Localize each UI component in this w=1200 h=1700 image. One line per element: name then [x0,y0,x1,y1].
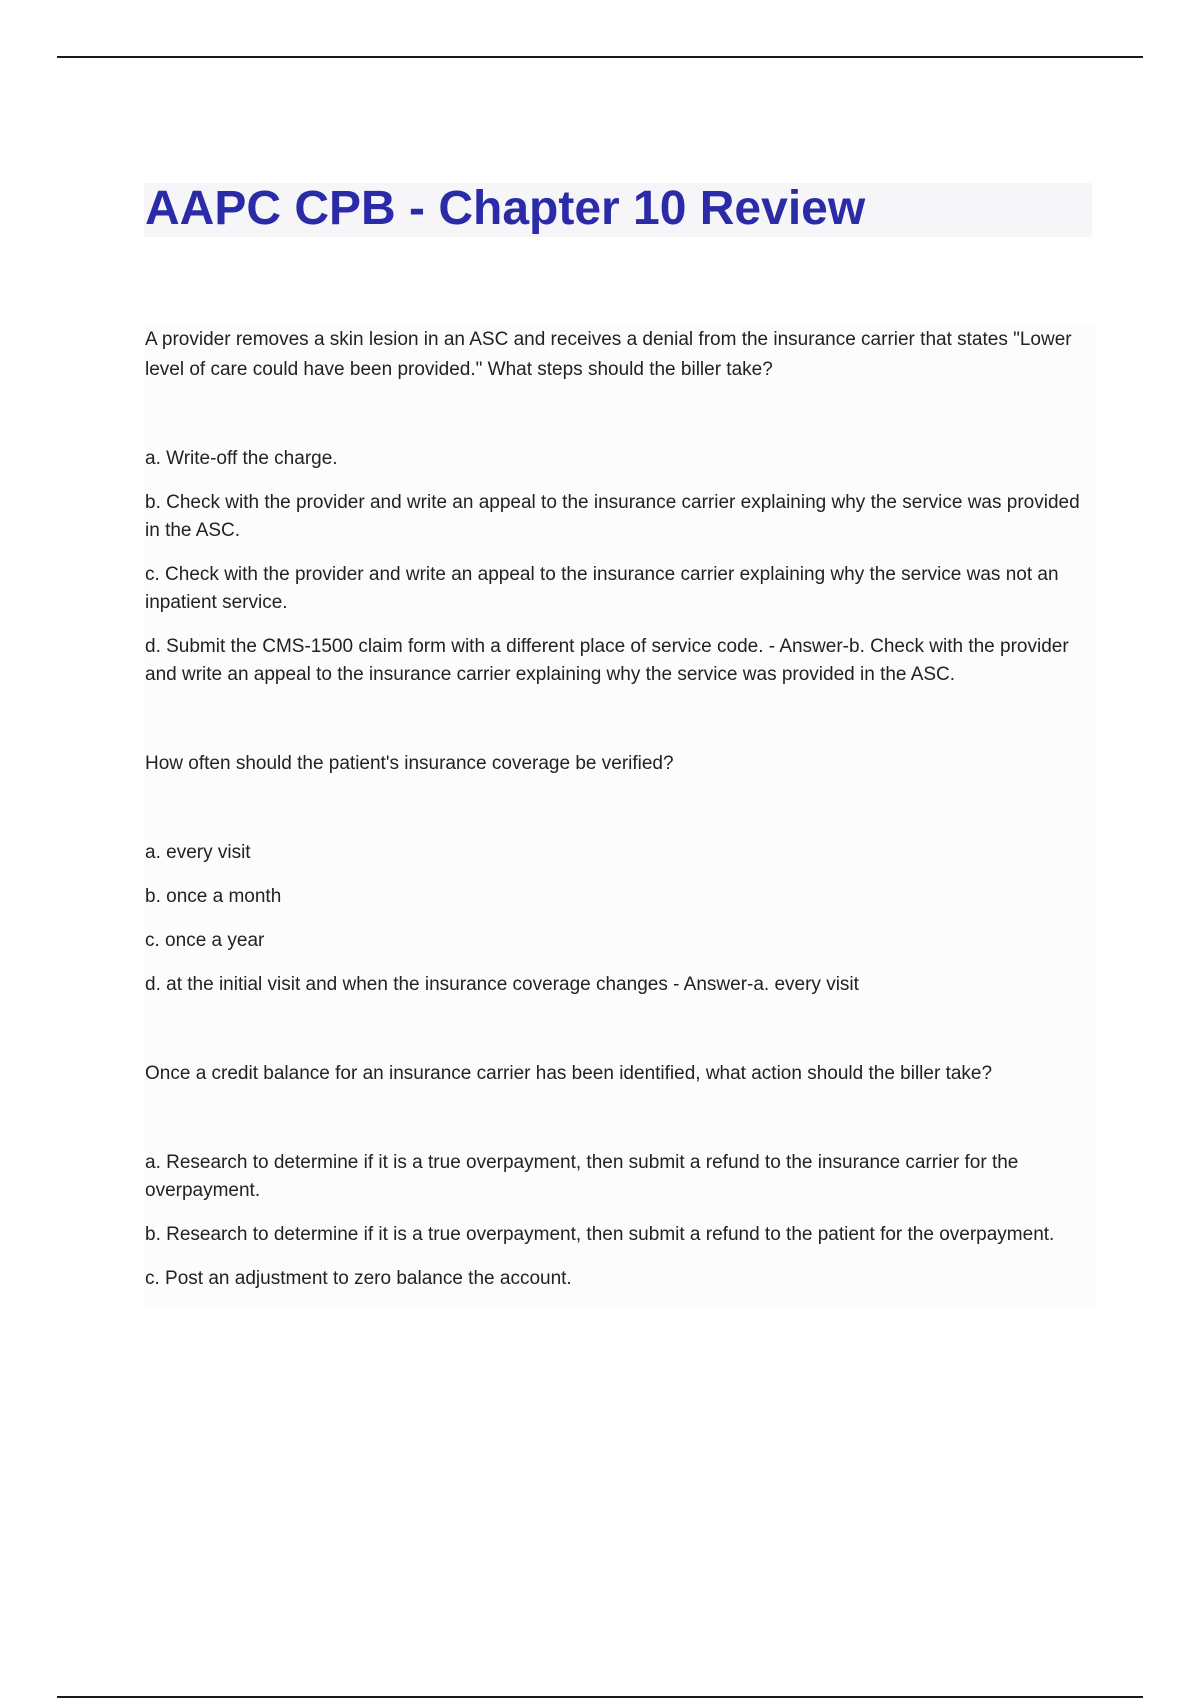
document-body [145,325,1095,1309]
option-item: c. once a year [145,930,265,951]
option-list [145,445,1095,689]
option-item: b. once a month [145,886,282,907]
option-item: b. Research to determine if it is a true overpayment, then submit a refund to the patient for the overpayment. [145,1224,1055,1245]
header-rule [57,56,1143,58]
question-text: A provider removes a skin lesion in an ASC and receives a denial from the insurance carrier that states "Lower level of care could have been provided." What steps should the biller take? [145,329,1072,380]
question-text: Once a credit balance for an insurance carrier has been identified, what action should the biller take? [145,1063,993,1084]
option-item: c. Post an adjustment to zero balance the account. [145,1268,572,1289]
question-block-2 [145,749,1095,999]
option-list [145,1149,1095,1293]
option-list [145,839,1095,999]
option-item: d. at the initial visit and when the insurance coverage changes - Answer-a. every visit [145,974,859,995]
option-item: b. Check with the provider and write an appeal to the insurance carrier explaining why the service was provided in the ASC. [145,492,1080,541]
footer-rule [57,1696,1143,1698]
option-item: c. Check with the provider and write an appeal to the insurance carrier explaining why the service was not an inpatient service. [145,564,1059,613]
option-item: a. every visit [145,842,251,863]
option-item: d. Submit the CMS-1500 claim form with a different place of service code. - Answer-b. Check with the provider and write an appeal to the insurance carrier explaining why the service was provided in the ASC. [145,636,1069,685]
question-block-3 [145,1059,1095,1293]
question-block-1 [145,325,1095,689]
option-item: a. Write-off the charge. [145,448,338,469]
question-text: How often should the patient's insurance coverage be verified? [145,753,674,774]
document-title: AAPC CPB - Chapter 10 Review [145,182,866,235]
option-item: a. Research to determine if it is a true overpayment, then submit a refund to the insurance carrier for the overpayment. [145,1152,1019,1201]
